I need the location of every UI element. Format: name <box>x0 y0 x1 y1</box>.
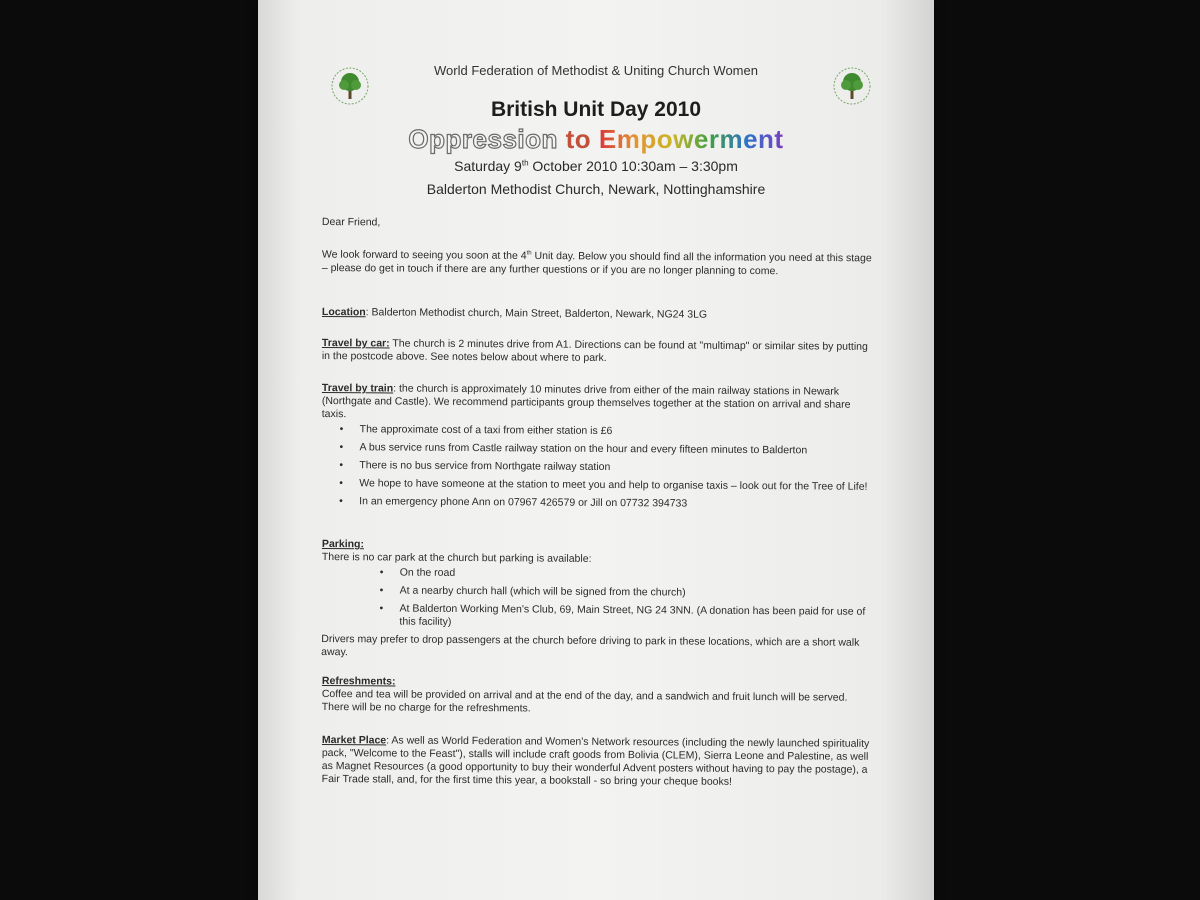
location-label: Location <box>321 306 366 319</box>
theme-word-empowerment: Empowerment <box>598 124 784 154</box>
parking-label: Parking: <box>321 538 365 551</box>
parking-note: Drivers may prefer to drop passengers at the church before driving to park in these locations, which are a short walk away. <box>321 632 860 659</box>
intro-paragraph: We look forward to seeing you soon at the 4th Unit day. Below you should find all the information you need at this stage – please do get in touch if there are any further questions or if you are no longer planning to come. <box>321 248 872 277</box>
event-venue: Balderton Methodist Church, Newark, Nottinghamshire <box>426 181 766 197</box>
list-item: • At Balderton Working Men's Club, 69, Main Street, NG 24 3NN. (A donation has been paid for use of this facility) <box>321 602 871 632</box>
travel-car-label: Travel by car: <box>321 337 390 350</box>
event-theme <box>258 124 934 155</box>
travel-train-section <box>321 382 872 517</box>
refreshments-text: Coffee and tea will be provided on arrival and at the end of the day, and a sandwich and fruit lunch will be served. There will be no charge for the refreshments. <box>321 687 848 715</box>
travel-train-paragraph: Travel by train: the church is approximately 10 minutes drive from either of the main railway stations in Newark (Northgate and Castle). We recommend participants group themselves together at the station on arrival and share taxis. <box>321 382 851 421</box>
list-item: • There is no bus service from Northgate railway station <box>321 459 871 476</box>
greeting: Dear Friend, <box>321 216 381 229</box>
list-item: • We hope to have someone at the station to meet you and help to organise taxis – look out for the Tree of Life! <box>321 477 871 494</box>
market-place-paragraph: Market Place: As well as World Federation and Women's Network resources (including the newly launched spirituality pack, "Welcome to the Feast"), stalls will include craft goods from Bolivia (CLEM), Sierra Leone and Palestine, as well as Magnet Resources (a good opportunity to buy their wonderful Advent posters without having to pay the postage), a Fair Trade stall, and, for the first time this year, a bookstall - so bring your cheque books! <box>321 734 870 788</box>
travel-train-label: Travel by train <box>321 382 394 395</box>
location-paragraph: Location: Balderton Methodist church, Main Street, Balderton, Newark, NG24 3LG <box>321 306 708 321</box>
event-title: British Unit Day 2010 <box>490 98 702 121</box>
theme-word-oppression: Oppression <box>408 124 558 154</box>
list-item: • In an emergency phone Ann on 07967 426579 or Jill on 07732 394733 <box>321 495 871 512</box>
list-item: • A bus service runs from Castle railway station on the hour and every fifteen minutes to Balderton <box>321 441 871 458</box>
parking-bullet-list <box>321 566 871 632</box>
refreshments-label: Refreshments: <box>321 675 396 688</box>
refreshments-section <box>322 675 872 718</box>
theme-word-to: to <box>565 124 592 154</box>
train-bullet-list <box>321 423 872 512</box>
travel-car-paragraph: Travel by car: The church is 2 minutes drive from A1. Directions can be found at "multimap" or similar sites by putting in the postcode above. See notes below about where to park. <box>321 337 868 364</box>
list-item: • The approximate cost of a taxi from either station is £6 <box>322 423 872 440</box>
letter-page <box>258 0 934 900</box>
list-item: • At a nearby church hall (which will be signed from the church) <box>322 584 872 601</box>
event-date: Saturday 9th October 2010 10:30am – 3:30pm <box>454 158 738 174</box>
list-item: • On the road <box>322 566 872 583</box>
parking-intro: There is no car park at the church but parking is available: <box>321 550 592 565</box>
parking-section <box>321 538 872 663</box>
organisation-name: World Federation of Methodist & Uniting Church Women <box>434 63 758 78</box>
market-place-label: Market Place <box>321 734 387 747</box>
